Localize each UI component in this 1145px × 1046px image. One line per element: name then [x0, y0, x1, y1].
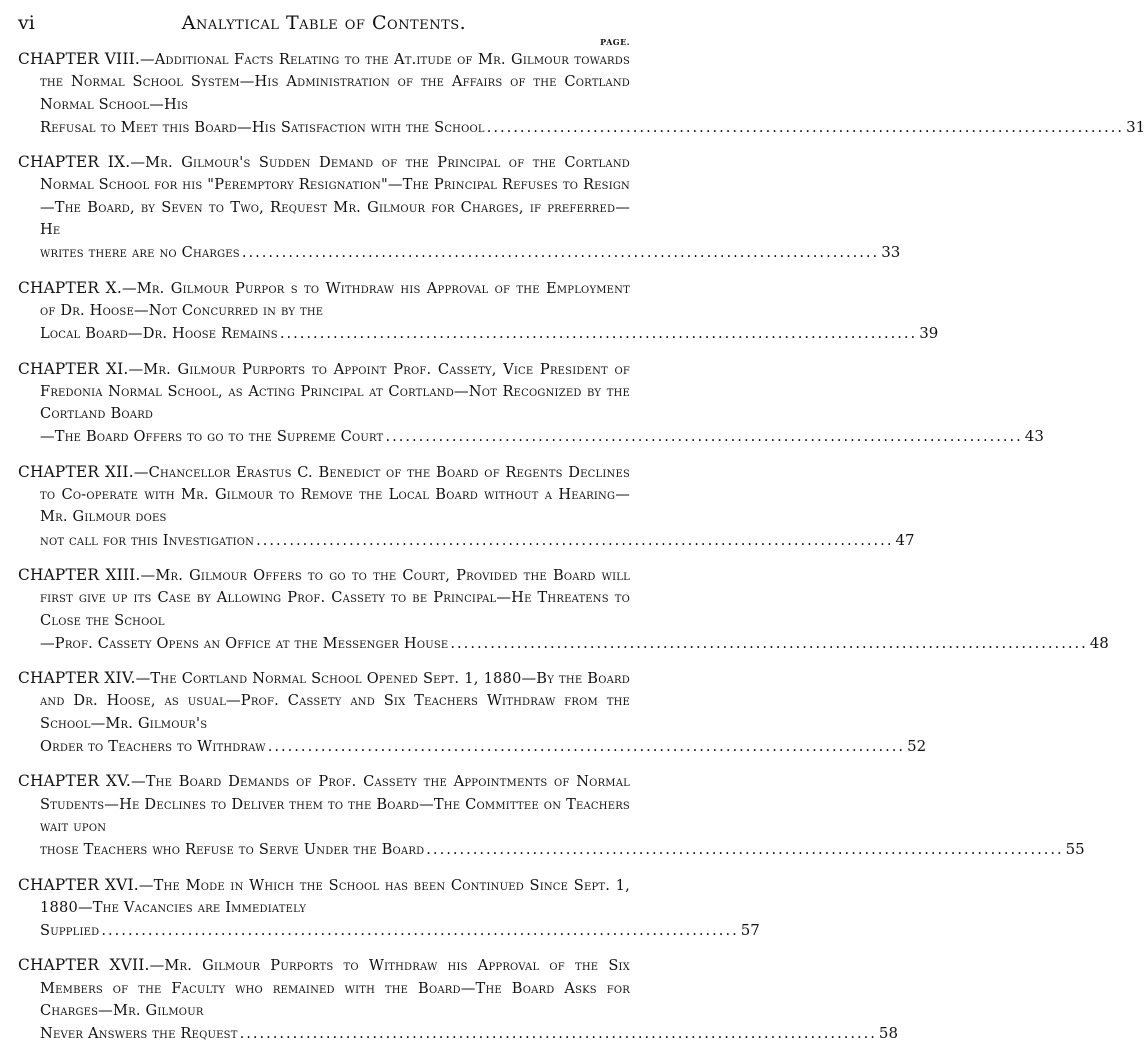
chapter-summary-end: not call for this Investigation	[40, 531, 255, 549]
page-number: vi	[18, 12, 35, 34]
chapter-label: CHAPTER XII.	[18, 462, 134, 481]
page-ref: 48	[1089, 633, 1109, 652]
chapter-summary: —The Board Demands of Prof. Cassety the Appointments of Normal Students—He Declines to Deliver them to the Board—The Committee on Teachers wait upon	[40, 773, 630, 835]
page-ref: 39	[919, 324, 939, 343]
chapter-summary: —The Mode in Which the School has been Continued Since Sept. 1, 1880—The Vacancies are Immediately	[40, 876, 630, 916]
chapter-summary-end: writes there are no Charges	[40, 244, 240, 262]
chapter-summary: —Mr. Gilmour Purports to Appoint Prof. Cassety, Vice President of Fredonia Normal School, as Acting Principal at Cortland—Not Recognized by the Cortland Board	[40, 360, 631, 423]
toc-entry-ch13	[18, 564, 1109, 655]
toc-entry-ch15	[18, 770, 1085, 861]
toc-entry-ch12	[18, 461, 915, 552]
chapter-summary: —Mr. Gilmour Offers to go to the Court, Provided the Board will first give up its Case by Allowing Prof. Cassety to be Principal—He Threatens to Close the School	[40, 566, 630, 629]
chapter-summary: —Chancellor Erastus C. Benedict of the Board of Regents Declines to Co-operate with Mr. Gilmour to Remove the Local Board without a Hearing—Mr. Gilmour does	[40, 463, 630, 526]
dot-leader: ................................................................................................	[267, 738, 906, 756]
chapter-summary-end: Supplied	[40, 922, 100, 940]
page-ref: 47	[895, 530, 915, 549]
chapter-summary-end: Refusal to Meet this Board—His Satisfaction with the School	[40, 118, 485, 136]
chapter-label: CHAPTER XI.	[18, 359, 129, 378]
chapter-summary: —Mr. Gilmour's Sudden Demand of the Principal of the Cortland Normal School for his "Peremptory Resignation"—The Principal Refuses to Resign—The Board, by Seven to Two, Request Mr. Gilmour for Charges, if preferred—He	[40, 154, 630, 239]
chapter-label: CHAPTER XV.	[18, 772, 131, 791]
page-ref: 43	[1024, 427, 1044, 446]
chapter-label: CHAPTER X.	[18, 278, 122, 297]
chapter-summary: —Additional Facts Relating to the At.itude of Mr. Gilmour towards the Normal School System—His Administration of the Affairs of the Cortland Normal School—His	[40, 51, 630, 113]
chapter-label: CHAPTER XIII.	[18, 565, 141, 584]
page-ref: 58	[878, 1024, 898, 1043]
toc-entry-ch17	[18, 954, 898, 1045]
dot-leader: ................................................................................................	[256, 531, 894, 549]
dot-leader: ................................................................................................	[450, 634, 1088, 652]
dot-leader: ................................................................................................	[426, 841, 1064, 859]
table-of-contents	[18, 48, 1145, 1046]
chapter-summary-end: —The Board Offers to go to the Supreme Court	[40, 428, 384, 446]
chapter-label: CHAPTER IX.	[18, 153, 131, 172]
page-ref: 31	[1126, 117, 1145, 136]
chapter-label: CHAPTER XVI.	[18, 875, 139, 894]
chapter-label: CHAPTER XVII.	[18, 956, 150, 975]
toc-entry-ch14	[18, 667, 927, 758]
chapter-label: CHAPTER VIII.	[18, 50, 140, 68]
chapter-summary: —Mr. Gilmour Purpor s to Withdraw his Approval of the Employment of Dr. Hoose—Not Concurred in by the	[40, 279, 631, 319]
chapter-summary: —The Cortland Normal School Opened Sept. 1, 1880—By the Board and Dr. Hoose, as usual—Prof. Cassety and Six Teachers Withdraw from the School—Mr. Gilmour's	[40, 670, 630, 732]
toc-entry-ch11	[18, 358, 1044, 449]
dot-leader: ................................................................................................	[279, 325, 918, 343]
dot-leader: ................................................................................................	[486, 118, 1125, 136]
dot-leader: ................................................................................................	[385, 428, 1023, 446]
running-head	[18, 10, 630, 36]
dot-leader: ................................................................................................	[239, 1025, 877, 1043]
toc-entry-ch16	[18, 874, 760, 943]
page-ref: 57	[740, 921, 760, 940]
toc-entry-ch8	[18, 48, 1145, 139]
toc-entry-ch9	[18, 151, 901, 264]
dot-leader: ................................................................................................	[101, 922, 739, 940]
toc-entry-ch10	[18, 277, 939, 346]
chapter-summary-end: —Prof. Cassety Opens an Office at the Messenger House	[40, 634, 449, 652]
page-ref: 33	[881, 243, 901, 262]
chapter-summary-end: Never Answers the Request	[40, 1025, 238, 1043]
page-ref: 52	[907, 737, 927, 756]
chapter-summary: —Mr. Gilmour Purports to Withdraw his Approval of the Six Members of the Faculty who remained with the Board—The Board Asks for Charges—Mr. Gilmour	[40, 957, 630, 1019]
chapter-label: CHAPTER XIV.	[18, 669, 136, 688]
chapter-summary-end: Local Board—Dr. Hoose Remains	[40, 325, 278, 343]
chapter-summary-end: those Teachers who Refuse to Serve Under the Board	[40, 841, 425, 859]
dot-leader: ................................................................................................	[241, 244, 880, 262]
chapter-summary-end: Order to Teachers to Withdraw	[40, 738, 266, 756]
page-title: Analytical Table of Contents.	[181, 12, 467, 34]
page-column-label: PAGE.	[600, 37, 630, 47]
page-ref: 55	[1065, 840, 1085, 859]
